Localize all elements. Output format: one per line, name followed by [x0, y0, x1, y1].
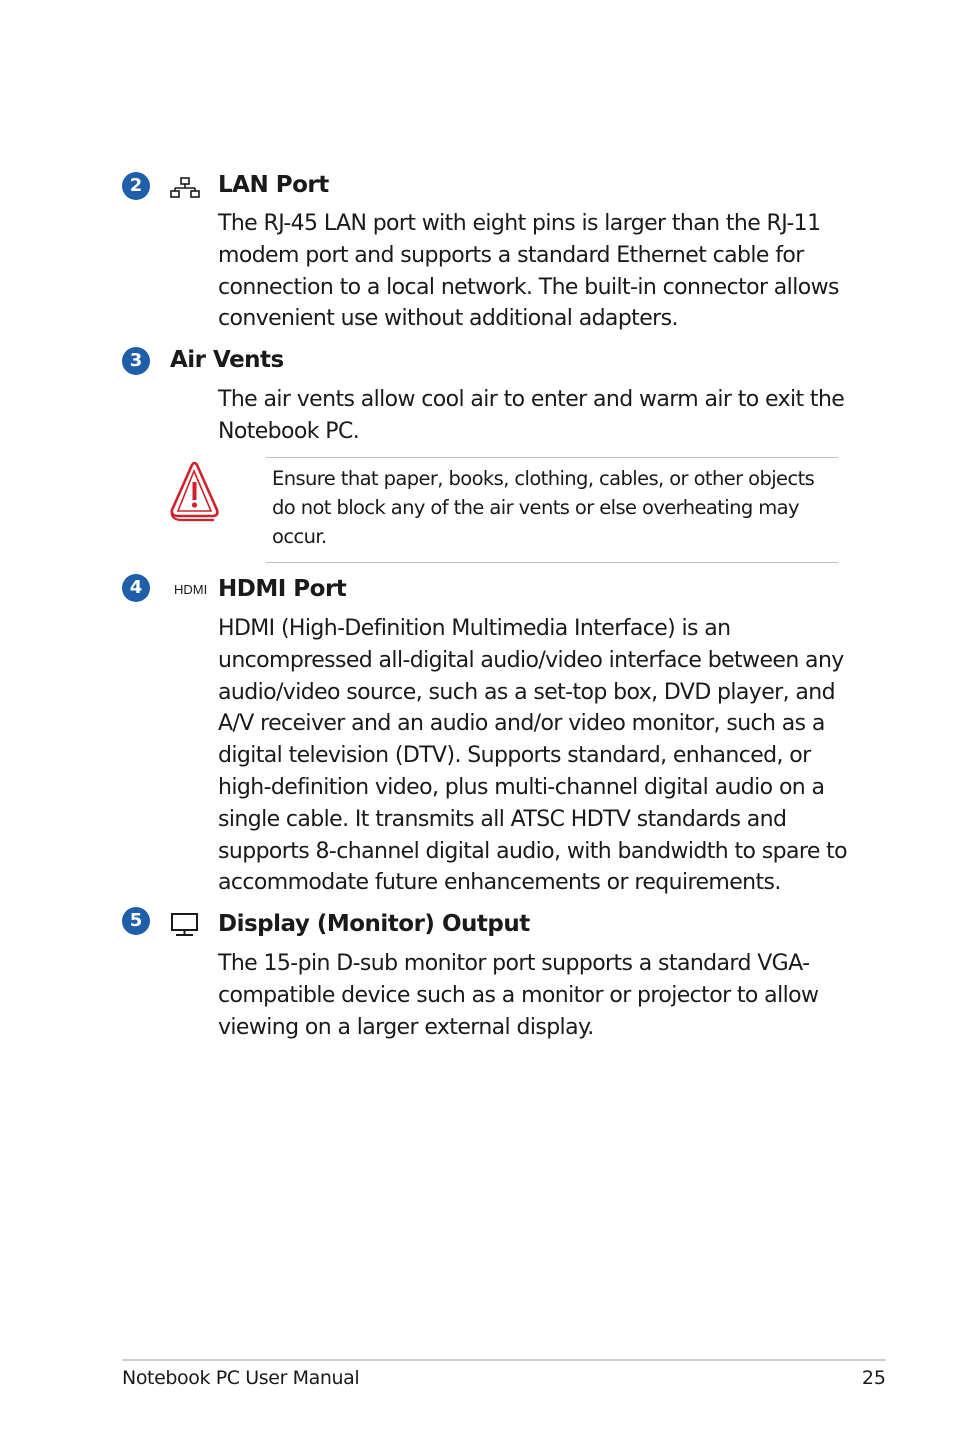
section-title-display-output: Display (Monitor) Output	[218, 911, 530, 937]
section-body-display-output: The 15-pin D-sub monitor port supports a standard VGA-compatible device such as a monitor or projector to allow viewing on a larger external display.	[218, 951, 819, 1040]
page-number: 25	[861, 1367, 886, 1389]
lan-icon	[170, 177, 200, 199]
section-body-lan-port: The RJ-45 LAN port with eight pins is larger than the RJ-11 modem port and supports a standard Ethernet cable for connection to a local network. The built-in connector allows convenient use without additional adapters.	[218, 211, 839, 332]
monitor-icon	[170, 912, 200, 938]
footer-divider	[122, 1359, 886, 1361]
section-title-lan-port: LAN Port	[218, 172, 329, 198]
section-body-air-vents: The air vents allow cool air to enter and warm air to exit the Notebook PC.	[218, 387, 845, 444]
section-title-air-vents: Air Vents	[170, 347, 284, 373]
section-title-hdmi-port: HDMI Port	[218, 576, 347, 602]
section-body-hdmi-port: HDMI (High-Definition Multimedia Interface) is an uncompressed all-digital audio/video interface between any audio/video source, such as a set-top box, DVD player, and A/V receiver and an audio and/or video monitor, such as a digital television (DTV). Supports standard, enhanced, or high-definition video, plus multi-channel digital audio on a single cable. It transmits all ATSC HDTV standards and supports 8-channel digital audio, with bandwidth to spare to accommodate future enhancements or requirements.	[218, 616, 848, 896]
section-number-badge: 2	[122, 172, 150, 200]
section-number-badge: 5	[122, 907, 150, 935]
warning-callout	[266, 457, 838, 563]
section-number-badge: 4	[122, 574, 150, 602]
warning-icon	[168, 462, 222, 524]
section-number-badge: 3	[122, 347, 150, 375]
warning-text: Ensure that paper, books, clothing, cables, or other objects do not block any of the air vents or else overheating may occur.	[272, 467, 815, 548]
footer-manual-title: Notebook PC User Manual	[122, 1367, 360, 1389]
hdmi-icon: HDMI	[174, 582, 208, 597]
